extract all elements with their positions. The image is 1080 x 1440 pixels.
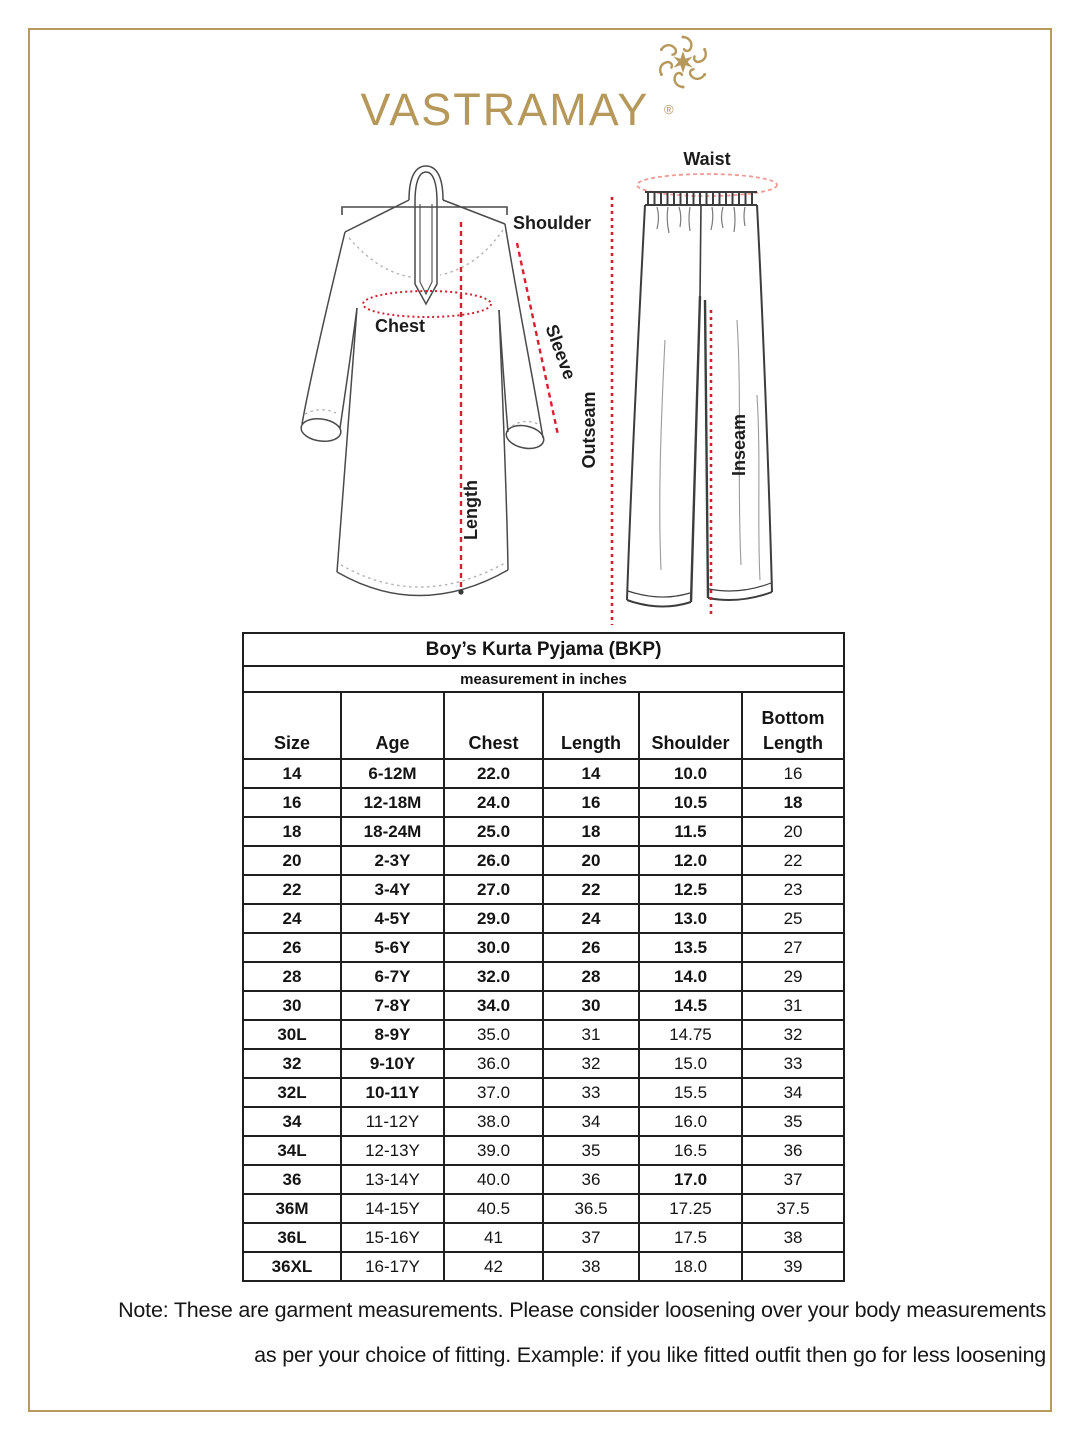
cell-chest: 24.0 bbox=[444, 788, 543, 817]
cell-shoulder: 11.5 bbox=[639, 817, 742, 846]
cell-shoulder: 10.0 bbox=[639, 759, 742, 788]
table-row bbox=[243, 1194, 844, 1223]
length-label: Length bbox=[461, 480, 481, 540]
table-row bbox=[243, 904, 844, 933]
cell-bottom-length: 16 bbox=[742, 759, 844, 788]
cell-size: 16 bbox=[243, 788, 341, 817]
column-header-size: Size bbox=[243, 692, 341, 759]
cell-bottom-length: 33 bbox=[742, 1049, 844, 1078]
cell-age: 5-6Y bbox=[341, 933, 444, 962]
cell-size: 32L bbox=[243, 1078, 341, 1107]
cell-chest: 38.0 bbox=[444, 1107, 543, 1136]
cell-bottom-length: 31 bbox=[742, 991, 844, 1020]
pyjama-outline bbox=[627, 192, 772, 607]
cell-chest: 26.0 bbox=[444, 846, 543, 875]
cell-chest: 36.0 bbox=[444, 1049, 543, 1078]
table-row bbox=[243, 1136, 844, 1165]
cell-length: 22 bbox=[543, 875, 639, 904]
cell-chest: 37.0 bbox=[444, 1078, 543, 1107]
note-line-1: Note: These are garment measurements. Please consider loosening over your body measurements bbox=[118, 1298, 1046, 1322]
cell-chest: 41 bbox=[444, 1223, 543, 1252]
cell-size: 30L bbox=[243, 1020, 341, 1049]
outseam-label: Outseam bbox=[579, 391, 599, 469]
cell-age: 4-5Y bbox=[341, 904, 444, 933]
cell-size: 24 bbox=[243, 904, 341, 933]
cell-length: 31 bbox=[543, 1020, 639, 1049]
cell-bottom-length: 20 bbox=[742, 817, 844, 846]
cell-bottom-length: 38 bbox=[742, 1223, 844, 1252]
cell-age: 18-24M bbox=[341, 817, 444, 846]
column-header-age: Age bbox=[341, 692, 444, 759]
cell-age: 12-18M bbox=[341, 788, 444, 817]
cell-age: 7-8Y bbox=[341, 991, 444, 1020]
cell-shoulder: 16.0 bbox=[639, 1107, 742, 1136]
table-row bbox=[243, 1223, 844, 1252]
table-title: Boy’s Kurta Pyjama (BKP) bbox=[243, 633, 844, 666]
cell-bottom-length: 37.5 bbox=[742, 1194, 844, 1223]
cell-size: 22 bbox=[243, 875, 341, 904]
inseam-label: Inseam bbox=[729, 413, 749, 477]
cell-length: 34 bbox=[543, 1107, 639, 1136]
table-row bbox=[243, 1020, 844, 1049]
logo-mandala-icon bbox=[650, 33, 716, 91]
cell-shoulder: 14.5 bbox=[639, 991, 742, 1020]
size-table bbox=[242, 632, 845, 1282]
cell-age: 6-7Y bbox=[341, 962, 444, 991]
cell-length: 32 bbox=[543, 1049, 639, 1078]
cell-chest: 22.0 bbox=[444, 759, 543, 788]
length-line-end-dot bbox=[458, 589, 463, 594]
cell-size: 34 bbox=[243, 1107, 341, 1136]
cell-shoulder: 18.0 bbox=[639, 1252, 742, 1281]
cell-chest: 35.0 bbox=[444, 1020, 543, 1049]
cell-chest: 34.0 bbox=[444, 991, 543, 1020]
cell-chest: 29.0 bbox=[444, 904, 543, 933]
cell-age: 10-11Y bbox=[341, 1078, 444, 1107]
column-header-shoulder: Shoulder bbox=[639, 692, 742, 759]
brand-logo-text: VASTRAMAY bbox=[360, 84, 650, 135]
cell-bottom-length: 22 bbox=[742, 846, 844, 875]
cell-bottom-length: 37 bbox=[742, 1165, 844, 1194]
cell-shoulder: 16.5 bbox=[639, 1136, 742, 1165]
cell-age: 9-10Y bbox=[341, 1049, 444, 1078]
chest-measure-ellipse bbox=[363, 291, 491, 317]
table-row bbox=[243, 1107, 844, 1136]
cell-size: 30 bbox=[243, 991, 341, 1020]
cell-length: 24 bbox=[543, 904, 639, 933]
cell-chest: 40.5 bbox=[444, 1194, 543, 1223]
table-title-row bbox=[243, 633, 844, 666]
cell-length: 36 bbox=[543, 1165, 639, 1194]
cell-shoulder: 13.0 bbox=[639, 904, 742, 933]
cell-shoulder: 13.5 bbox=[639, 933, 742, 962]
chest-label: Chest bbox=[375, 316, 426, 336]
cell-size: 32 bbox=[243, 1049, 341, 1078]
table-row bbox=[243, 1252, 844, 1281]
cell-size: 36 bbox=[243, 1165, 341, 1194]
cell-chest: 27.0 bbox=[444, 875, 543, 904]
table-row bbox=[243, 788, 844, 817]
cell-age: 15-16Y bbox=[341, 1223, 444, 1252]
cell-chest: 30.0 bbox=[444, 933, 543, 962]
cell-bottom-length: 35 bbox=[742, 1107, 844, 1136]
cell-age: 11-12Y bbox=[341, 1107, 444, 1136]
cell-length: 30 bbox=[543, 991, 639, 1020]
cell-age: 16-17Y bbox=[341, 1252, 444, 1281]
kurta-outline bbox=[300, 166, 546, 596]
column-header-chest: Chest bbox=[444, 692, 543, 759]
cell-shoulder: 14.0 bbox=[639, 962, 742, 991]
column-header-bottom-length: Bottom Length bbox=[742, 692, 844, 759]
cell-bottom-length: 27 bbox=[742, 933, 844, 962]
cell-shoulder: 15.5 bbox=[639, 1078, 742, 1107]
cell-length: 33 bbox=[543, 1078, 639, 1107]
cell-size: 36M bbox=[243, 1194, 341, 1223]
shoulder-label: Shoulder bbox=[513, 213, 592, 233]
table-row bbox=[243, 962, 844, 991]
cell-shoulder: 14.75 bbox=[639, 1020, 742, 1049]
cell-age: 3-4Y bbox=[341, 875, 444, 904]
table-row bbox=[243, 846, 844, 875]
kurta-measurement-diagram bbox=[287, 158, 597, 643]
cell-bottom-length: 36 bbox=[742, 1136, 844, 1165]
table-row bbox=[243, 1078, 844, 1107]
cell-size: 14 bbox=[243, 759, 341, 788]
table-row bbox=[243, 1049, 844, 1078]
cell-chest: 32.0 bbox=[444, 962, 543, 991]
cell-bottom-length: 29 bbox=[742, 962, 844, 991]
cell-chest: 39.0 bbox=[444, 1136, 543, 1165]
cell-bottom-length: 34 bbox=[742, 1078, 844, 1107]
cell-shoulder: 12.0 bbox=[639, 846, 742, 875]
cell-bottom-length: 18 bbox=[742, 788, 844, 817]
cell-length: 20 bbox=[543, 846, 639, 875]
cell-shoulder: 10.5 bbox=[639, 788, 742, 817]
garment-note bbox=[34, 1288, 1046, 1378]
cell-length: 18 bbox=[543, 817, 639, 846]
cell-shoulder: 15.0 bbox=[639, 1049, 742, 1078]
waist-label: Waist bbox=[683, 149, 731, 169]
cell-length: 35 bbox=[543, 1136, 639, 1165]
shoulder-measure-bracket bbox=[342, 207, 507, 215]
table-row bbox=[243, 817, 844, 846]
cell-length: 16 bbox=[543, 788, 639, 817]
cell-age: 12-13Y bbox=[341, 1136, 444, 1165]
cell-size: 36L bbox=[243, 1223, 341, 1252]
cell-chest: 40.0 bbox=[444, 1165, 543, 1194]
cell-size: 34L bbox=[243, 1136, 341, 1165]
cell-age: 6-12M bbox=[341, 759, 444, 788]
note-line-2: as per your choice of fitting. Example: if you like fitted outfit then go for less loosening bbox=[254, 1343, 1046, 1367]
cell-age: 13-14Y bbox=[341, 1165, 444, 1194]
cell-length: 28 bbox=[543, 962, 639, 991]
cell-bottom-length: 23 bbox=[742, 875, 844, 904]
table-row bbox=[243, 759, 844, 788]
cell-size: 18 bbox=[243, 817, 341, 846]
cell-size: 36XL bbox=[243, 1252, 341, 1281]
cell-age: 2-3Y bbox=[341, 846, 444, 875]
size-table-body bbox=[243, 759, 844, 1281]
cell-shoulder: 17.5 bbox=[639, 1223, 742, 1252]
cell-size: 20 bbox=[243, 846, 341, 875]
table-row bbox=[243, 991, 844, 1020]
table-subtitle-row bbox=[243, 666, 844, 692]
table-subtitle: measurement in inches bbox=[243, 666, 844, 692]
cell-length: 26 bbox=[543, 933, 639, 962]
cell-length: 38 bbox=[543, 1252, 639, 1281]
cell-size: 28 bbox=[243, 962, 341, 991]
cell-size: 26 bbox=[243, 933, 341, 962]
table-header-row bbox=[243, 692, 844, 759]
table-row bbox=[243, 1165, 844, 1194]
cell-length: 36.5 bbox=[543, 1194, 639, 1223]
column-header-length: Length bbox=[543, 692, 639, 759]
pyjama-measurement-diagram bbox=[565, 140, 895, 640]
ornament-star-core bbox=[673, 51, 692, 73]
cell-length: 14 bbox=[543, 759, 639, 788]
cell-chest: 42 bbox=[444, 1252, 543, 1281]
table-row bbox=[243, 933, 844, 962]
cell-bottom-length: 25 bbox=[742, 904, 844, 933]
cell-bottom-length: 39 bbox=[742, 1252, 844, 1281]
cell-age: 8-9Y bbox=[341, 1020, 444, 1049]
table-row bbox=[243, 875, 844, 904]
cell-shoulder: 12.5 bbox=[639, 875, 742, 904]
cell-shoulder: 17.25 bbox=[639, 1194, 742, 1223]
cell-length: 37 bbox=[543, 1223, 639, 1252]
registered-trademark-symbol: ® bbox=[664, 102, 674, 117]
size-chart-table-wrap bbox=[242, 632, 845, 1282]
cell-chest: 25.0 bbox=[444, 817, 543, 846]
cell-bottom-length: 32 bbox=[742, 1020, 844, 1049]
sleeve-label: Sleeve bbox=[541, 321, 580, 383]
cell-age: 14-15Y bbox=[341, 1194, 444, 1223]
cell-shoulder: 17.0 bbox=[639, 1165, 742, 1194]
